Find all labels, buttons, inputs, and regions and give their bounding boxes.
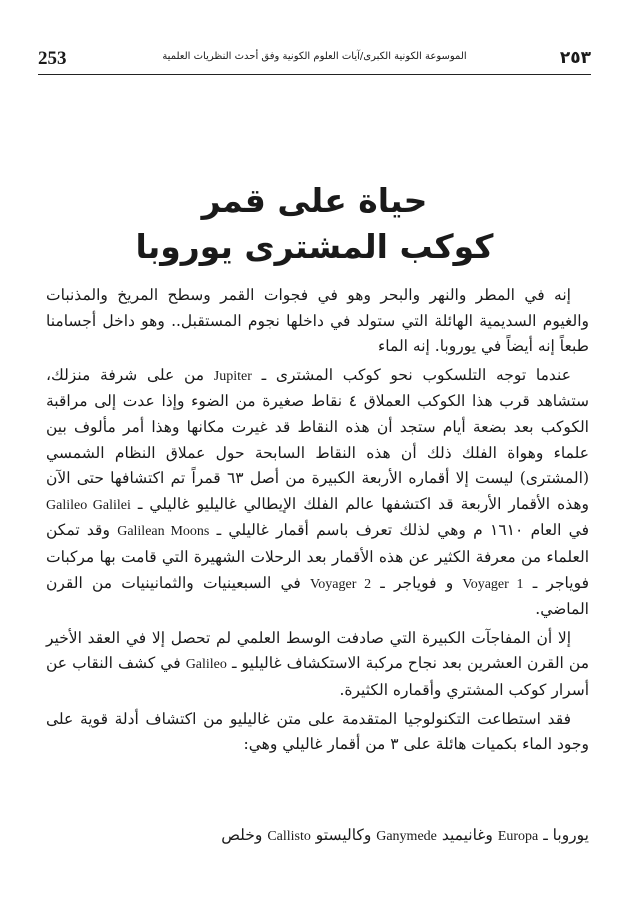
continuation-line: يوروبا ـ Europa وغانيميد Ganymede وكاليستو Callisto وخلص	[221, 826, 589, 844]
page-number-arabic: ٢٥٣	[559, 48, 591, 68]
page-header	[38, 48, 591, 75]
paragraph-2: عندما توجه التلسكوب نحو كوكب المشترى ـ Jupiter من على شرفة منزلك، ستشاهد قرب هذا الكوكب العملاق ٤ نقاط صغيرة من الضوء وإذا عدت إلى مراقبة الكوكب بعد بضعة أيام ستجد أن هذه النقاط قد غيرت مكانها وهذا أمر مألوف بين علماء وهواة الفلك ذلك أن هذه النقاط السابحة حول عملاق النظام الشمسي (المشترى) ليست إلا أقماره الأربعة الكبيرة من أصل ٦٣ قمراً تم اكتشافها حتى الآن وهذه الأقمار الأربعة قد اكتشفها عالم الفلك الإيطالي غاليليو غاليلي ـ Galileo Galilei في العام ١٦١٠ م وهي لذلك تعرف باسم أقمار غاليلي ـ Galilean Moons وقد تمكن العلماء من معرفة الكثير عن هذه الأقمار بعد الرحلات الشهيرة التي قامت بها مركبات فوياجر ـ Voyager 1 و فوياجر ـ Voyager 2 في السبعينيات والثمانينيات من القرن الماضي.	[46, 365, 590, 619]
paragraph-4: فقد استطاعت التكنولوجيا المتقدمة على متن غاليليو من اكتشاف أدلة قوية على وجود الماء بكميات هائلة على ٣ من أقمار غاليلي وهي:	[46, 709, 589, 754]
running-title: الموسوعة الكونية الكبرى/آيات العلوم الكونية وفق أحدث النظريات العلمية	[162, 51, 467, 62]
chapter-title	[0, 178, 629, 270]
paragraph-1: إنه في المطر والنهر والبحر وهو في فجوات القمر وسطح المريخ والمذنبات والغيوم السديمية الهائلة التي ستولد في داخلها نجوم المستقبل.. وهو داخل أجسامنا طبعاً إنه أيضاً في يوروبا. إنه الماء	[46, 286, 589, 356]
page-number-latin: 253	[38, 48, 67, 69]
body-text	[46, 283, 589, 761]
paragraph-3: إلا أن المفاجآت الكبيرة التي صادفت الوسط العلمي لم تحصل إلا في العقد الأخير من القرن العشرين بعد نجاح مركبة الاستكشاف غاليليو ـ Galileo في كشف النقاب عن أسرار كوكب المشتري وأقماره الكثيرة.	[46, 628, 589, 699]
title-line-1: حياة على قمر	[201, 181, 428, 220]
title-line-2: كوكب المشترى يوروبا	[135, 227, 494, 266]
